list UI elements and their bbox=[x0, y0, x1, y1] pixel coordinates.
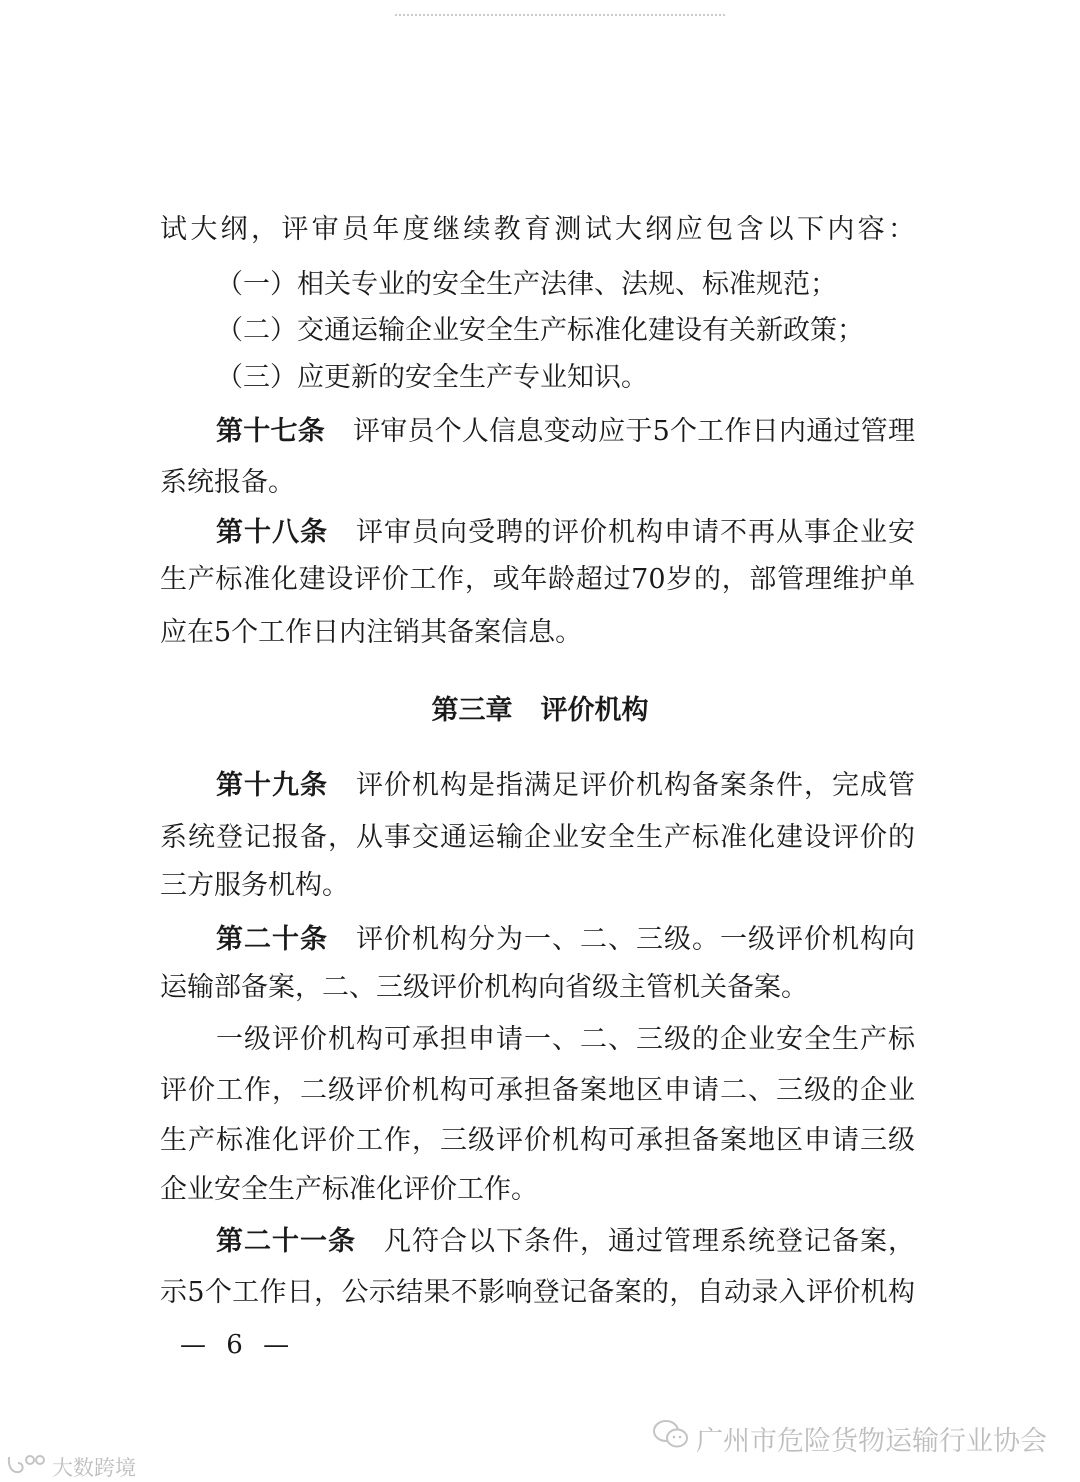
text-line: 运输部备案，二、三级评价机构向省级主管机关备案。 bbox=[160, 972, 808, 1003]
wechat-account-name: 广州市危险货物运输行业协会 bbox=[696, 1426, 1047, 1457]
text-line: 生产标准化评价工作，三级评价机构可承担备案地区申请三级 bbox=[160, 1125, 915, 1156]
chapter-number: 第三章 bbox=[431, 695, 513, 726]
text-line: 评价工作，二级评价机构可承担备案地区申请二、三级的企业 bbox=[160, 1075, 915, 1106]
text-line: 评审员个人信息变动应于5个工作日内通过管理 bbox=[352, 416, 915, 447]
chapter-title: 评价机构 bbox=[540, 695, 649, 726]
list-item: （三）应更新的安全生产专业知识。 bbox=[216, 362, 648, 393]
text-line: 试大纲，评审员年度继续教育测试大纲应包含以下内容： bbox=[160, 214, 915, 245]
text-line: 生产标准化建设评价工作，或年龄超过70岁的，部管理维护单 bbox=[160, 564, 915, 595]
article-18 bbox=[216, 516, 915, 550]
text-line: 企业安全生产标准化评价工作。 bbox=[160, 1174, 538, 1205]
text-line: 系统登记报备，从事交通运输企业安全生产标准化建设评价的 bbox=[160, 822, 915, 853]
source-logo-icon bbox=[6, 1453, 48, 1482]
text-line: 评审员向受聘的评价机构申请不再从事企业安 bbox=[356, 517, 915, 548]
scan-artifact bbox=[395, 14, 725, 20]
article-title: 第十九条 bbox=[216, 770, 328, 801]
article-title: 第十七条 bbox=[216, 416, 325, 447]
text-line: 系统报备。 bbox=[160, 467, 295, 498]
article-title: 第二十一条 bbox=[216, 1226, 356, 1257]
text-line: 示5个工作日，公示结果不影响登记备案的，自动录入评价机构 bbox=[160, 1277, 915, 1308]
source-watermark bbox=[6, 1452, 136, 1482]
text-line: 三方服务机构。 bbox=[160, 870, 349, 901]
article-title: 第二十条 bbox=[216, 924, 328, 955]
article-17 bbox=[216, 415, 915, 449]
article-19 bbox=[216, 769, 915, 803]
text-line: 一级评价机构可承担申请一、二、三级的企业安全生产标 bbox=[216, 1024, 915, 1055]
source-name: 大数跨境 bbox=[52, 1456, 136, 1480]
article-title: 第十八条 bbox=[216, 517, 328, 548]
wechat-icon bbox=[652, 1418, 690, 1459]
wechat-watermark bbox=[652, 1418, 1047, 1459]
list-item: （二）交通运输企业安全生产标准化建设有关新政策； bbox=[216, 315, 864, 346]
article-21 bbox=[216, 1225, 915, 1259]
text-line: 评价机构分为一、二、三级。一级评价机构向 bbox=[356, 924, 915, 955]
chapter-heading bbox=[0, 694, 1080, 728]
article-20 bbox=[216, 923, 915, 957]
page-number: — 6 — bbox=[180, 1330, 296, 1360]
text-line: 凡符合以下条件，通过管理系统登记备案， bbox=[384, 1226, 915, 1257]
text-line: 评价机构是指满足评价机构备案条件，完成管 bbox=[356, 770, 915, 801]
text-line: 应在5个工作日内注销其备案信息。 bbox=[160, 617, 583, 648]
list-item: （一）相关专业的安全生产法律、法规、标准规范； bbox=[216, 269, 837, 300]
